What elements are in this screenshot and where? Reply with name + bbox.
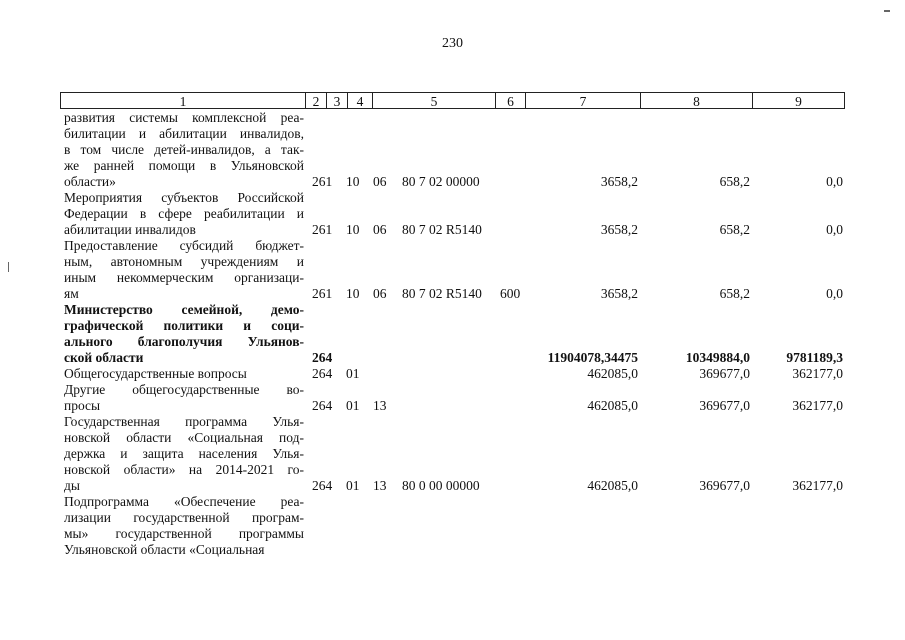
cell-chapter: 264	[312, 366, 333, 381]
header-col-4: 4	[347, 92, 373, 109]
description-line: ды	[64, 478, 80, 493]
row-description	[64, 302, 304, 366]
description-line: иным некоммерческим организаци-	[64, 270, 304, 285]
cell-amount-year-3: 362177,0	[792, 366, 843, 381]
description-line: новской области «Социальная под-	[64, 430, 304, 445]
description-line: Другие общегосударственные во-	[64, 382, 304, 397]
cell-chapter: 261	[312, 174, 333, 189]
cell-amount-year-2: 658,2	[719, 174, 750, 189]
cell-amount-year-1: 462085,0	[587, 398, 638, 413]
cell-section: 01	[346, 366, 360, 381]
description-line: ской области	[64, 350, 144, 365]
cell-amount-year-2: 369677,0	[699, 366, 750, 381]
row-description	[64, 110, 304, 190]
description-line: же ранней помощи в Ульяновской	[64, 158, 304, 173]
page-number: 230	[442, 36, 463, 51]
description-line: держка и защита населения Улья-	[64, 446, 304, 461]
description-line: ным, автономным учреждениям и	[64, 254, 304, 269]
row-description	[64, 238, 304, 302]
cell-target-article: 80 7 02 R5140	[402, 222, 482, 237]
cell-amount-year-2: 10349884,0	[685, 350, 750, 365]
header-col-6: 6	[495, 92, 526, 109]
cell-section: 10	[346, 286, 360, 301]
description-line: ального благополучия Ульянов-	[64, 334, 304, 349]
cell-amount-year-2: 658,2	[719, 222, 750, 237]
cell-amount-year-3: 0,0	[826, 286, 843, 301]
description-line: в том числе детей-инвалидов, а так-	[64, 142, 304, 157]
cell-amount-year-3: 9781189,3	[786, 350, 843, 365]
cell-amount-year-3: 0,0	[826, 174, 843, 189]
scan-speck	[884, 10, 890, 12]
row-description	[64, 190, 304, 238]
description-line: билитации и абилитации инвалидов,	[64, 126, 304, 141]
cell-target-article: 80 0 00 00000	[402, 478, 480, 493]
cell-amount-year-2: 369677,0	[699, 478, 750, 493]
cell-section: 10	[346, 174, 360, 189]
row-description	[64, 366, 304, 382]
cell-target-article: 80 7 02 R5140	[402, 286, 482, 301]
description-line: ям	[64, 286, 79, 301]
row-description	[64, 382, 304, 414]
description-line: Общегосударственные вопросы	[64, 366, 247, 381]
row-description	[64, 494, 304, 558]
cell-expense-type: 600	[500, 286, 521, 301]
description-line: развития системы комплексной реа-	[64, 110, 304, 125]
cell-chapter: 264	[312, 398, 333, 413]
row-description	[64, 414, 304, 494]
cell-subsection: 13	[373, 478, 387, 493]
cell-amount-year-1: 3658,2	[600, 286, 638, 301]
description-line: Государственная программа Улья-	[64, 414, 304, 429]
description-line: мы» государственной программы	[64, 526, 304, 541]
cell-amount-year-3: 0,0	[826, 222, 843, 237]
description-line: абилитации инвалидов	[64, 222, 196, 237]
cell-chapter: 264	[312, 350, 333, 365]
description-line: Подпрограмма «Обеспечение реа-	[64, 494, 304, 509]
description-line: Ульяновской области «Социальная	[64, 542, 265, 557]
header-col-5: 5	[372, 92, 496, 109]
description-line: Министерство семейной, демо-	[64, 302, 304, 317]
header-col-9: 9	[752, 92, 845, 109]
cell-subsection: 13	[373, 398, 387, 413]
cell-subsection: 06	[373, 286, 387, 301]
description-line: новской области» на 2014-2021 го-	[64, 462, 304, 477]
header-col-2: 2	[305, 92, 327, 109]
scan-speck	[8, 262, 9, 272]
cell-chapter: 264	[312, 478, 333, 493]
header-col-8: 8	[640, 92, 753, 109]
description-line: Федерации в сфере реабилитации и	[64, 206, 304, 221]
table-header-row	[60, 92, 845, 111]
cell-amount-year-1: 3658,2	[600, 174, 638, 189]
cell-subsection: 06	[373, 222, 387, 237]
header-col-3: 3	[326, 92, 348, 109]
cell-chapter: 261	[312, 286, 333, 301]
cell-amount-year-1: 462085,0	[587, 478, 638, 493]
cell-subsection: 06	[373, 174, 387, 189]
description-line: графической политики и соци-	[64, 318, 304, 333]
cell-amount-year-1: 11904078,34475	[547, 350, 638, 365]
cell-section: 01	[346, 478, 360, 493]
header-col-1: 1	[60, 92, 306, 109]
cell-amount-year-2: 658,2	[719, 286, 750, 301]
header-col-7: 7	[525, 92, 641, 109]
cell-amount-year-2: 369677,0	[699, 398, 750, 413]
description-line: области»	[64, 174, 116, 189]
cell-amount-year-1: 3658,2	[600, 222, 638, 237]
description-line: лизации государственной програм-	[64, 510, 304, 525]
cell-target-article: 80 7 02 00000	[402, 174, 480, 189]
cell-chapter: 261	[312, 222, 333, 237]
cell-section: 01	[346, 398, 360, 413]
description-line: Мероприятия субъектов Российской	[64, 190, 304, 205]
cell-amount-year-3: 362177,0	[792, 398, 843, 413]
description-line: просы	[64, 398, 101, 413]
description-line: Предоставление субсидий бюджет-	[64, 238, 304, 253]
cell-section: 10	[346, 222, 360, 237]
cell-amount-year-3: 362177,0	[792, 478, 843, 493]
cell-amount-year-1: 462085,0	[587, 366, 638, 381]
